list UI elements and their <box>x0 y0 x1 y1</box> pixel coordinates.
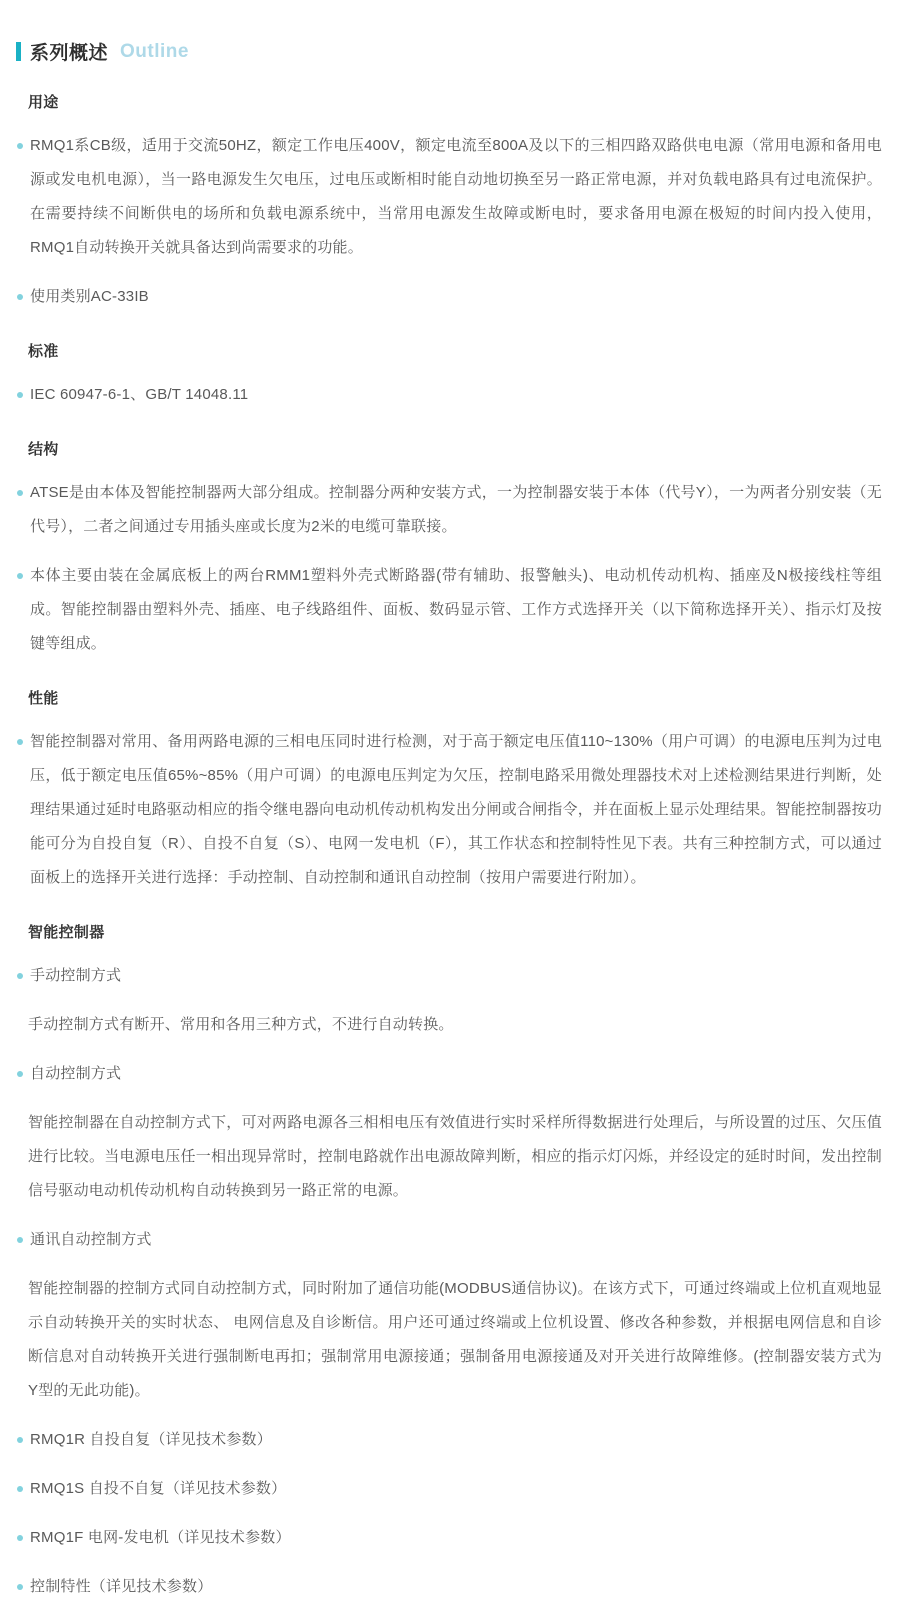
page-title: 系列概述 <box>30 43 109 64</box>
bullet-dot-icon <box>17 294 23 300</box>
bullet-item <box>16 1521 882 1555</box>
section-heading: 结构 <box>28 441 59 458</box>
bullet-item <box>16 725 882 895</box>
bullet-item <box>16 559 882 661</box>
section-heading: 智能控制器 <box>28 924 105 941</box>
paragraph <box>16 1008 882 1042</box>
bullet-dot-icon <box>17 1486 23 1492</box>
bullet-item <box>16 280 882 314</box>
page-subtitle: Outline <box>120 40 189 62</box>
section-heading: 标准 <box>28 343 59 360</box>
bullet-item <box>16 1423 882 1457</box>
item-text: 智能控制器的控制方式同自动控制方式，同时附加了通信功能(MODBUS通信协议)。在该方式下，可通过终端或上位机直观地显示自动转换开关的实时状态、 电网信息及自诊断信。用户还可通过终端或上位机设置、修改各种参数，并根据电网信息和自诊断信息对自动转换开关进行强制断电再扣；强制常用电源接通；强制备用电源接通及对开关进行故障维修。(控制器安装方式为 Y型的无此功能)。 <box>28 1280 882 1399</box>
page-header <box>16 38 882 65</box>
item-text: 本体主要由装在金属底板上的两台RMM1塑料外壳式断路器(带有辅助、报警触头)、电动机传动机构、插座及N极接线柱等组成。智能控制器由塑料外壳、插座、电子线路组件、面板、数码显示管、工作方式选择开关（以下简称选择开关）、指示灯及按键等组成。 <box>30 567 882 652</box>
item-text: RMQ1S 自投不自复（详见技术参数） <box>30 1480 287 1497</box>
bullet-dot-icon <box>17 973 23 979</box>
bullet-item <box>16 959 882 993</box>
bullet-item <box>16 1057 882 1091</box>
item-text: 通讯自动控制方式 <box>30 1231 152 1248</box>
section-heading: 性能 <box>28 690 59 707</box>
bullet-dot-icon <box>17 1437 23 1443</box>
bullet-dot-icon <box>17 1237 23 1243</box>
sections <box>16 91 882 1604</box>
bullet-item <box>16 1472 882 1506</box>
paragraph <box>16 1272 882 1408</box>
item-text: ATSE是由本体及智能控制器两大部分组成。控制器分两种安装方式，一为控制器安装于本体（代号Y），一为两者分别安装（无代号），二者之间通过专用插头座或长度为2米的电缆可靠联接。 <box>30 484 882 535</box>
bullet-item <box>16 129 882 265</box>
bullet-dot-icon <box>17 1535 23 1541</box>
bullet-item <box>16 378 882 412</box>
bullet-dot-icon <box>17 490 23 496</box>
item-text: 控制特性（详见技术参数） <box>30 1578 213 1595</box>
bullet-dot-icon <box>17 739 23 745</box>
item-text: 智能控制器在自动控制方式下，可对两路电源各三相相电压有效值进行实时采样所得数据进行处理后，与所设置的过压、欠压值进行比较。当电源电压任一相出现异常时，控制电路就作出电源故障判断，相应的指示灯闪烁，并经设定的延时时间，发出控制信号驱动电动机传动机构自动转换到另一路正常的电源。 <box>28 1114 882 1199</box>
item-text: IEC 60947-6-1、GB/T 14048.11 <box>30 386 249 403</box>
item-text: RMQ1R 自投自复（详见技术参数） <box>30 1431 272 1448</box>
item-text: 手动控制方式有断开、常用和各用三种方式，不进行自动转换。 <box>28 1016 454 1033</box>
bullet-dot-icon <box>17 1584 23 1590</box>
item-text: 自动控制方式 <box>30 1065 122 1082</box>
bullet-dot-icon <box>17 573 23 579</box>
item-text: RMQ1F 电网-发电机（详见技术参数） <box>30 1529 291 1546</box>
bullet-item <box>16 1570 882 1604</box>
item-text: RMQ1系CB级，适用于交流50HZ，额定工作电压400V，额定电流至800A及以下的三相四路双路供电电源（常用电源和备用电源或发电机电源），当一路电源发生欠电压，过电压或断相时能自动地切换至另一路正常电源，并对负载电路具有过电流保护。在需要持续不间断供电的场所和负载电源系统中，当常用电源发生故障或断电时，要求备用电源在极短的时间内投入使用，RMQ1自动转换开关就具备达到尚需要求的功能。 <box>30 137 882 256</box>
item-text: 手动控制方式 <box>30 967 122 984</box>
bullet-item <box>16 476 882 544</box>
bullet-dot-icon <box>17 1071 23 1077</box>
accent-bar-icon <box>16 42 21 61</box>
section-heading: 用途 <box>28 94 59 111</box>
item-text: 智能控制器对常用、备用两路电源的三相电压同时进行检测，对于高于额定电压值110~130%（用户可调）的电源电压判为过电压，低于额定电压值65%~85%（用户可调）的电源电压判定为欠压，控制电路采用微处理器技术对上述检测结果进行判断，处理结果通过延时电路驱动相应的指令继电器向电动机传动机构发出分闸或合闸指令，并在面板上显示处理结果。智能控制器按功能可分为自投自复（R）、自投不自复（S）、电网一发电机（F），其工作状态和控制特性见下表。共有三种控制方式，可以通过面板上的选择开关进行选择：手动控制、自动控制和通讯自动控制（按用户需要进行附加）。 <box>30 733 882 886</box>
bullet-item <box>16 1223 882 1257</box>
item-text: 使用类别AC-33IB <box>30 288 149 305</box>
paragraph <box>16 1106 882 1208</box>
bullet-dot-icon <box>17 392 23 398</box>
bullet-dot-icon <box>17 143 23 149</box>
